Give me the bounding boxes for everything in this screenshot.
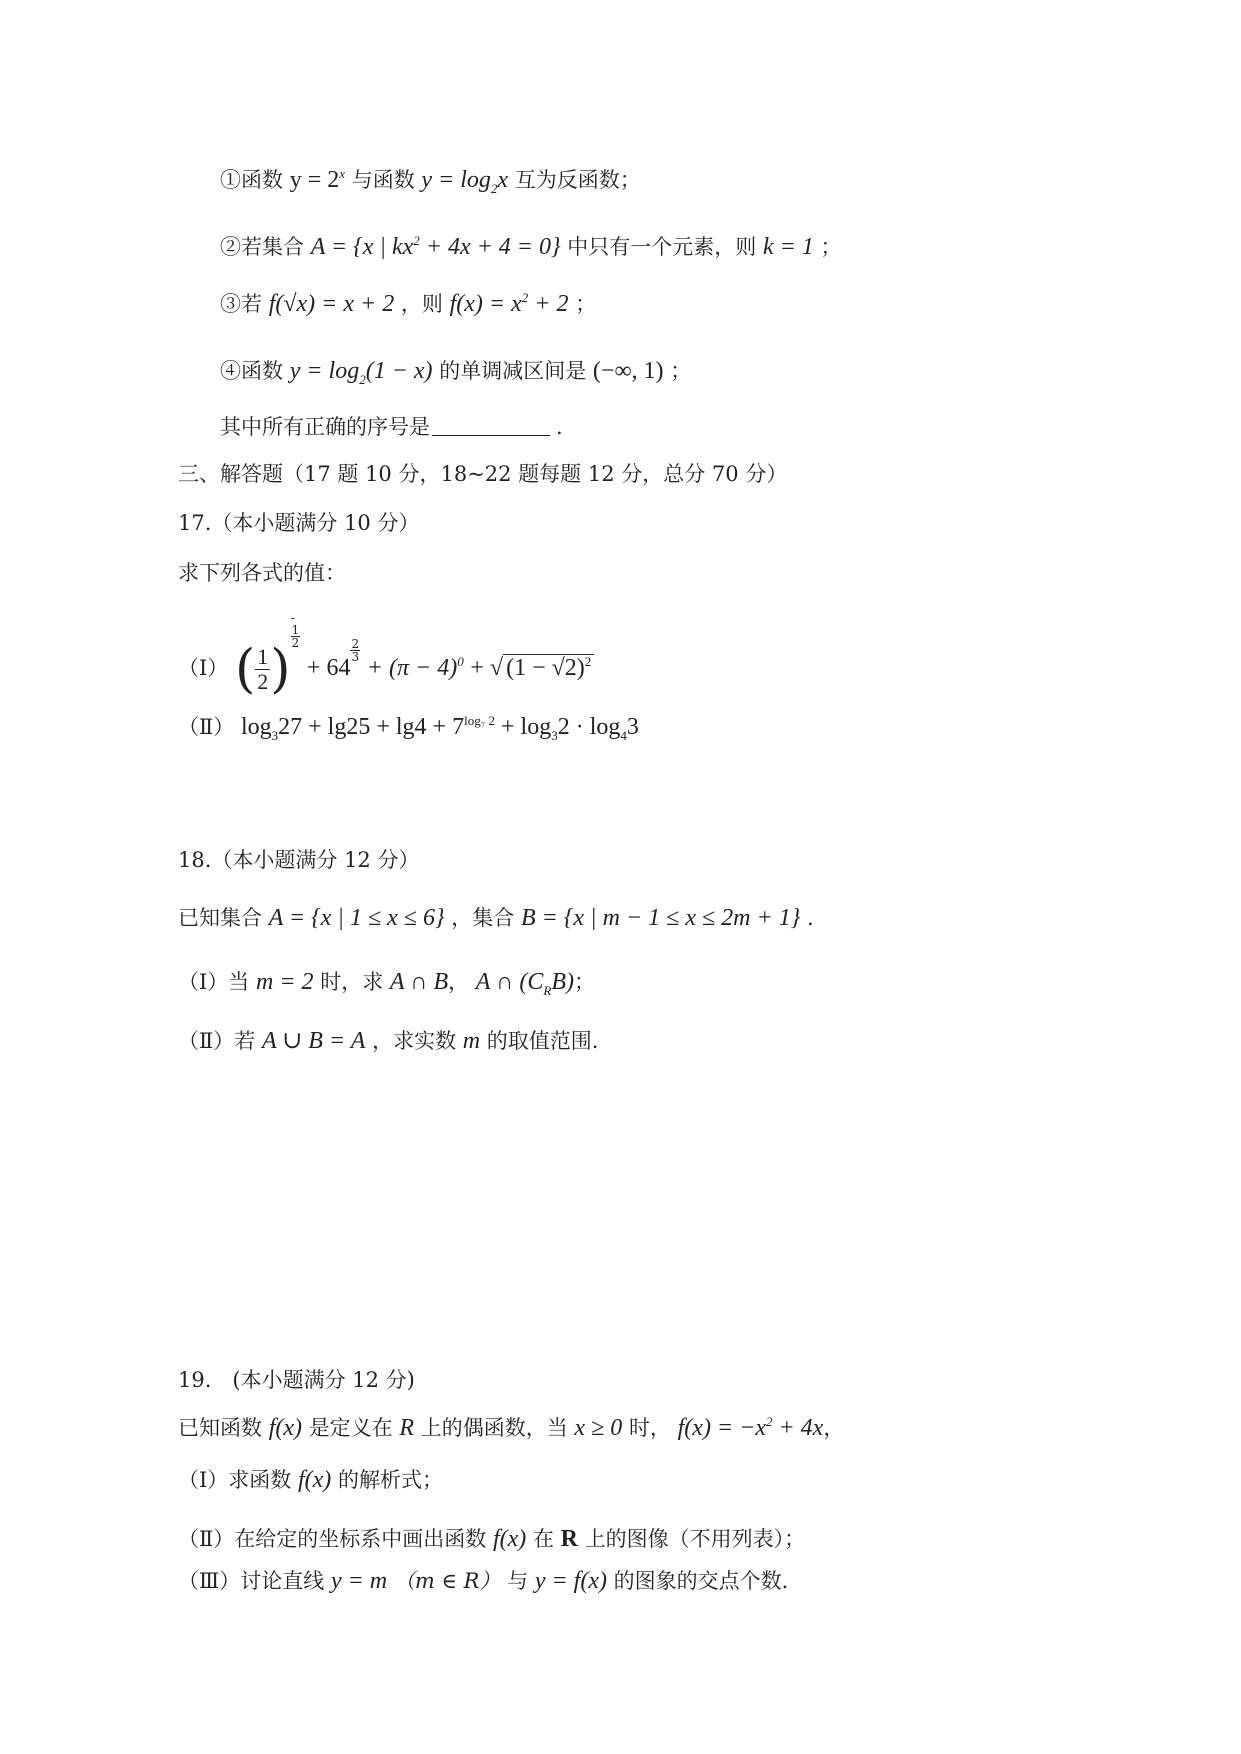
q18-set-a: A = {x | 1 ≤ x ≤ 6} [268,905,445,931]
q18-part-1 [178,968,595,996]
statement-3-suffix: ； [575,292,597,316]
q18-part-2-end: 的取值范围. [486,1029,599,1053]
q18-part-2 [178,1027,598,1055]
section-3-heading: 三、解答题（17 题 10 分，18~22 题每题 12 分，总分 70 分） [178,462,788,486]
q19-part-3-label: （Ⅲ）讨论直线 [178,1569,325,1593]
q19-part-1-math: f(x) [297,1467,332,1493]
q19-part-3 [178,1567,788,1595]
q19-part-3-math-a: y = m [330,1568,388,1594]
q18-set-b: B = {x | m − 1 ≤ x ≤ 2m + 1} [520,905,801,931]
q17-exp-2: $\frac{2}{3}$ [351,637,360,664]
left-paren: ( [234,639,256,700]
q19-part-2-mid: 在 [532,1527,554,1551]
q19-line-1-mid1: 是定义在 [308,1416,393,1440]
q19-part-2-math: f(x) [492,1526,527,1552]
q19-line-1-prefix: 已知函数 [178,1416,262,1440]
answer-line [220,413,563,441]
statement-2-mid: 中只有一个元素，则 [567,235,757,259]
statement-2-math-c: k = 1 [762,234,814,260]
q17-exp-1: - 1 2 [290,611,300,650]
answer-blank[interactable] [432,415,550,436]
q18-line-1 [178,904,814,932]
q19-line-1-math-a: f(x) [268,1415,302,1441]
statement-3-prefix: ③若 [220,292,262,316]
statement-2 [220,233,842,261]
q18-part-1-math-b: A ∩ B [389,969,449,995]
q19-part-1 [178,1466,443,1494]
q19-line-1-mid3: 时， [628,1416,671,1440]
q19-part-1-end: 的解析式； [337,1468,443,1492]
q19-part-3-end: 的图象的交点个数. [613,1569,789,1593]
right-paren: ) [270,639,291,700]
q19-part-3-mid: 与 [507,1569,529,1593]
statement-1-suffix: 互为反函数； [514,168,641,192]
q17-term-pi: + $(\pi - 4)^0$ [366,654,464,681]
q19-part-2-bold-r: R [560,1526,578,1552]
q19-line-1-math-c: x ≥ 0 [574,1415,623,1441]
statement-1-prefix: ①函数 [220,168,283,192]
q18-part-2-math: A ∪ B = A [261,1028,366,1054]
statement-3-math-b: $f(x) = x^2 + 2$ [449,290,569,317]
q19-line-1 [178,1414,844,1442]
statement-3-math-a: f(√x) = x + 2 [268,291,395,317]
q19-part-3-paren: （m ∈ R） [393,1569,501,1593]
q18-part-2-var: m [462,1028,481,1054]
statement-4-math-c: (−∞, 1) [592,358,664,384]
q19-line-1-end: ， [823,1416,845,1440]
q17-part-2-expr: $\log_327 + \lg 25 + \lg 4 + 7^{log_7 2} + \log_32 \cdot \log_43$ [240,713,639,743]
statement-3 [220,290,596,318]
q18-part-1-math-a: m = 2 [255,969,314,995]
statement-4-math-a: $y = \log_2(1 - x)$ [289,358,433,387]
q17-part-1 [178,611,594,700]
answer-prompt: 其中所有正确的序号是 [220,415,430,439]
answer-end: . [556,415,563,439]
q19-part-2-end: 上的图像（不用列表）； [584,1527,806,1551]
q18-part-1-mid: 时，求 [320,970,384,994]
statement-4-mid: 的单调减区间是 [439,359,587,383]
statement-3-mid: ，则 [400,292,443,316]
q18-title: 18.（本小题满分 12 分） [178,848,420,872]
q18-part-2-mid: ，求实数 [372,1029,457,1053]
q17-part-2-label: （Ⅱ） [178,715,235,739]
q19-part-2-label: （Ⅱ）在给定的坐标系中画出函数 [178,1527,487,1551]
q18-part-1-sep: ， [448,970,470,994]
statement-4-prefix: ④函数 [220,359,283,383]
q18-line-1-end: . [806,906,814,930]
q19-part-3-math-b: y = f(x) [534,1568,607,1594]
q18-part-2-label: （Ⅱ）若 [178,1029,256,1053]
q19-title: 19. (本小题满分 12 分) [178,1368,415,1392]
statement-1 [220,166,641,194]
q17-prompt: 求下列各式的值： [178,561,346,585]
statement-2-suffix: ； [820,235,842,259]
q18-line-1-mid: ，集合 [451,906,515,930]
q18-part-1-label: （Ⅰ）当 [178,970,250,994]
q17-part-1-label: （Ⅰ） [178,656,229,680]
q19-line-1-mid2: 上的偶函数，当 [420,1416,568,1440]
q17-part-2 [178,713,639,741]
q17-title: 17.（本小题满分 10 分） [178,511,420,535]
q18-line-1-prefix: 已知集合 [178,906,262,930]
q19-line-1-math-d: $f(x) = -x^2 + 4x$ [677,1414,824,1441]
statement-2-prefix: ②若集合 [220,235,304,259]
q17-fraction: $\frac{1}{2}$ [257,644,269,694]
statement-1-mid: 与函数 [351,168,415,192]
statement-1-math-b: $y = \log_2x$ [421,167,509,196]
q19-line-1-math-b: R [399,1415,415,1441]
q18-part-1-math-c: A ∩ $(C_RB)$ [475,969,574,998]
statement-2-math-a: A = {x | $kx^2 + 4x + 4 = 0$} [310,233,561,260]
q19-part-2 [178,1525,805,1553]
statement-4-suffix: ； [670,359,692,383]
statement-4 [220,357,691,385]
q17-sqrt-term: + √ $(1 - √2)^2$ [470,654,594,681]
statement-1-math-a: $y = 2^x$ [289,166,346,193]
q18-part-1-end: ； [573,970,595,994]
q17-term-64: + 64 [306,655,351,681]
q19-part-1-label: （Ⅰ）求函数 [178,1468,292,1492]
